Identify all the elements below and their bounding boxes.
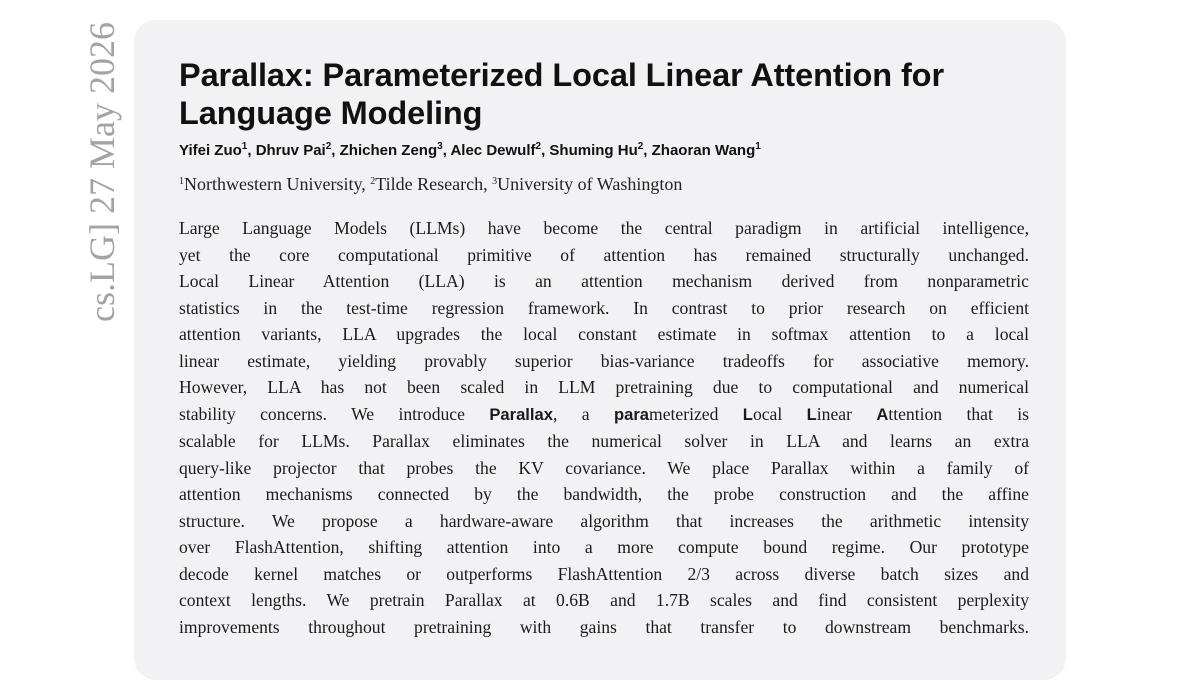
arxiv-side-stamp [24,0,122,648]
author-name: Zhichen Zeng [339,142,438,159]
affiliation-name: Tilde Research [375,174,484,194]
abstract-text [179,215,1029,640]
author-name: Alec Dewulf [450,142,536,159]
abstract-line: decode kernel matches or outperforms FlashAttention 2/3 across diverse batch sizes and [179,563,1029,584]
abstract-line: query-like projector that probes the KV covariance. We place Parallax within a family of [179,457,1029,478]
affiliation-list: $^1$Northwestern University, $^2$Tilde Research, $^3$University of Washington [179,174,683,194]
abstract-line: statistics in the test-time regression framework. In contrast to prior research on efficient [179,297,1029,318]
abstract-line: context lengths. We pretrain Parallax at 0.6B and 1.7B scales and find consistent perplexity [179,590,1029,610]
author-name: Yifei Zuo [179,142,242,159]
abstract-line: improvements throughout pretraining with gains that transfer to downstream benchmarks. [179,616,1029,637]
affiliation-marker: 3 [492,176,498,187]
affiliation-marker: 1 [179,176,184,187]
abstract-line: attention variants, LLA upgrades the local constant estimate in softmax attention to a local [179,324,1029,344]
abstract-line: structure. We propose a hardware-aware algorithm that increases the arithmetic intensity [179,510,1029,531]
abstract-line: Large Language Models (LLMs) have become the central paradigm in artificial intelligence, [179,218,1029,238]
abstract-line: However, LLA has not been scaled in LLM pretraining due to computational and numerical [179,377,1029,397]
author-name: Zhaoran Wang [651,142,756,159]
affiliation-name: Northwestern University [184,174,362,194]
paper-header [179,56,1029,640]
arxiv-identifier-text: cs.LG] 27 May 2026 [82,22,122,322]
affiliation-marker: 3 [437,141,443,152]
affiliation-marker: 2 [325,141,332,152]
emphasized-term: L [806,404,817,424]
affiliation-marker: 1 [755,141,761,152]
affiliation-name: University of Washington [497,174,683,194]
emphasized-term: A [876,404,889,424]
emphasized-term: para [613,404,650,424]
abstract-line: yet the core computational primitive of attention has remained structurally unchanged. [179,244,1029,265]
affiliation-marker: 2 [637,141,644,152]
abstract-line: Local Linear Attention (LLA) is an attention mechanism derived from nonparametric [179,271,1029,291]
paper-title [179,56,1029,132]
affiliation-marker: 1 [241,141,248,152]
abstract-line: stability concerns. We introduce Parallax, a parameterized Local Linear Attention that is [179,403,1029,424]
author-name: Shuming Hu [549,142,638,159]
title-line: Parallax: Parameterized Local Linear Attention for [179,57,944,93]
emphasized-term: Parallax [489,404,553,424]
abstract-line: attention mechanisms connected by the bandwidth, the probe construction and the affine [179,484,1029,504]
author-name: Dhruv Pai [255,142,326,159]
title-line: Language Modeling [179,95,483,131]
emphasized-term: L [742,404,753,424]
abstract-line: linear estimate, yielding provably superior bias-variance tradeoffs for associative memory. [179,350,1029,371]
abstract-line: scalable for LLMs. Parallax eliminates the numerical solver in LLA and learns an extra [179,431,1029,451]
affiliation-marker: 2 [370,176,376,187]
author-list: Yifei Zuo$^1$, Dhruv Pai$^2$, Zhichen Zeng$^3$, Alec Dewulf$^2$, Shuming Hu$^2$, Zhaoran Wang$^1$ [179,141,761,159]
abstract-card [134,20,1066,680]
affiliation-marker: 2 [535,141,542,152]
abstract-line: over FlashAttention, shifting attention into a more compute bound regime. Our prototype [179,537,1029,557]
